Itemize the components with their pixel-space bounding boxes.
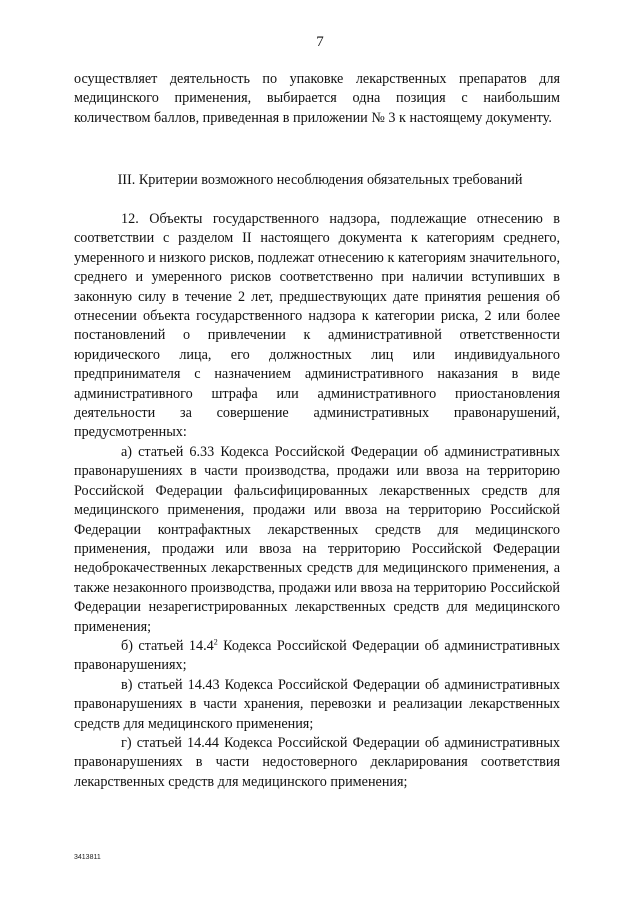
document-code: 3413811 bbox=[74, 854, 101, 861]
list-item-b-rest: Кодекса Российской Федерации об административных правонарушениях; bbox=[74, 637, 561, 674]
list-item-a: а) статьей 6.33 Кодекса Российской Федерации об административных правонарушениях в части производства, продажи или ввоза на территорию Российской Федерации фальсифицированных лекарственных средств для медицинского применения, продажи или ввоза на территорию Российской Федерации контрафактных лекарственных средств для медицинского применения, продажи или ввоза на территорию Российской Федерации недоброкачественных лекарственных средств для медицинского применения, а также незаконного производства, продажи или ввоза на территорию Российской Федерации незарегистрированных лекарственных средств для медицинского применения; bbox=[74, 443, 560, 635]
intro-paragraph: осуществляет деятельность по упаковке лекарственных препаратов для медицинского применения, выбирается одна позиция с наибольшим количеством баллов, приведенная в приложении № 3 к настоящему документу. bbox=[74, 71, 560, 126]
intro-paragraph-block bbox=[74, 70, 560, 128]
main-text-block bbox=[74, 210, 560, 792]
page-number: 7 bbox=[316, 34, 324, 50]
list-item-v: в) статьей 14.43 Кодекса Российской Федерации об административных правонарушениях в части хранения, перевозки и реализации лекарственных средств для медицинского применения; bbox=[74, 676, 560, 732]
paragraph-12: 12. Объекты государственного надзора, подлежащие отнесению в соответствии с разделом II настоящего документа к категориям среднего, умеренного и низкого рисков, подлежат отнесению к категориям значительного, среднего и умеренного рисков соответственно при наличии вступивших в законную силу в течение 2 лет, предшествующих дате принятия решения об отнесении объекта государственного надзора к категории риска, 2 или более постановлений о привлечении к административной ответственности юридического лица, его должностных лиц или индивидуального предпринимателя с назначением административного наказания в виде административного штрафа или административного приостановления деятельности за совершение административных правонарушений, предусмотренных: bbox=[74, 211, 560, 441]
list-item-b-prefix: б) статьей 14.4 bbox=[121, 637, 214, 654]
section-heading: III. Критерии возможного несоблюдения обязательных требований bbox=[117, 172, 523, 188]
list-item-b bbox=[74, 637, 560, 676]
list-item-g: г) статьей 14.44 Кодекса Российской Федерации об административных правонарушениях в части недостоверного декларирования соответствия лекарственных средств для медицинского применения; bbox=[74, 734, 560, 790]
list-item-b-superscript: 2 bbox=[213, 637, 218, 647]
